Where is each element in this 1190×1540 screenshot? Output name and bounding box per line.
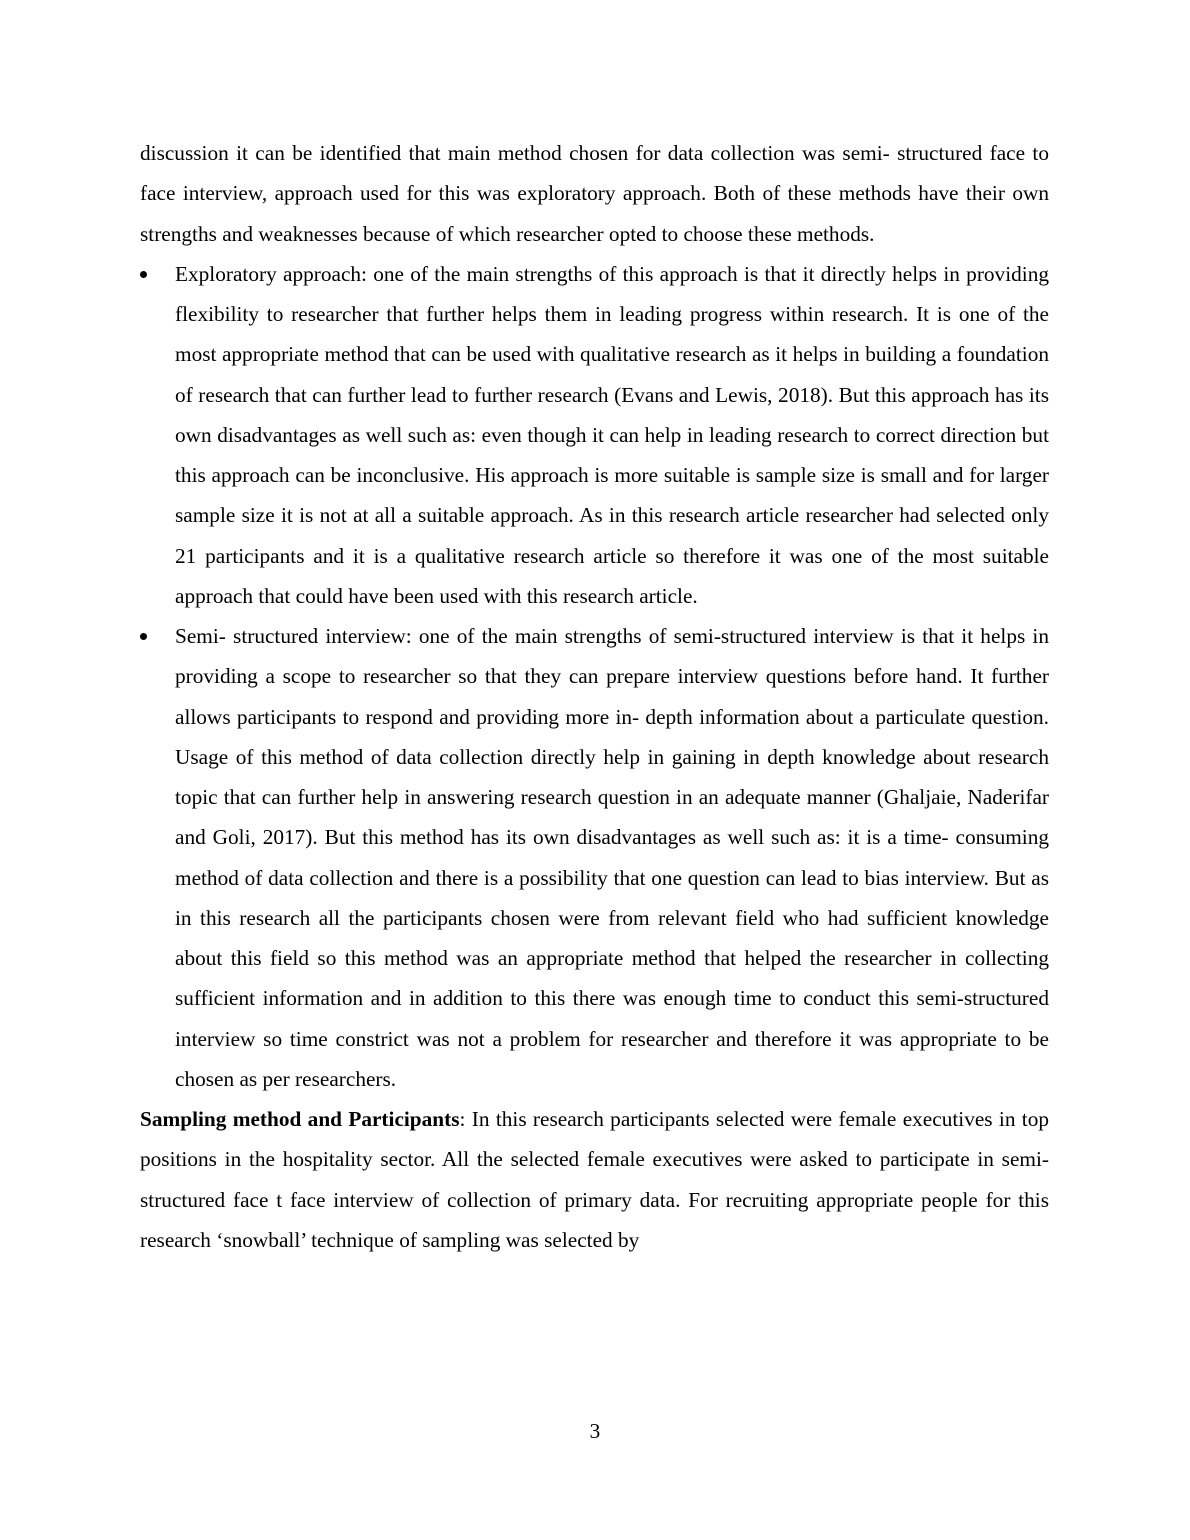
- sampling-separator: :: [459, 1107, 472, 1131]
- bullet-dot-icon: [140, 633, 147, 640]
- methods-bullet-list: [140, 254, 1049, 1099]
- sampling-heading: Sampling method and Participants: [140, 1107, 460, 1131]
- intro-paragraph: discussion it can be identified that main method chosen for data collection was semi- structured face to face interview, approach used for this was exploratory approach. Both of these methods have their own strengths and weaknesses because of which researcher opted to choose these methods.: [140, 141, 1049, 246]
- bullet-dot-icon: [140, 271, 147, 278]
- list-item-text: Exploratory approach: one of the main strengths of this approach is that it directly helps in providing flexibility to researcher that further helps them in leading progress within research. It is one of the most appropriate method that can be used with qualitative research as it helps in building a foundation of research that can further lead to further research (Evans and Lewis, 2018). But this approach has its own disadvantages as well such as: even though it can help in leading research to correct direction but this approach can be inconclusive. His approach is more suitable is sample size is small and for larger sample size it is not at all a suitable approach. As in this research article researcher had selected only 21 participants and it is a qualitative research article so therefore it was one of the most suitable approach that could have been used with this research article.: [175, 261, 1049, 608]
- list-item-exploratory-approach: [140, 254, 1049, 616]
- sampling-paragraph: [140, 1099, 1049, 1260]
- list-item-semi-structured-interview: [140, 616, 1049, 1099]
- sampling-text: In this research participants selected were female executives in top positions in the hospitality sector. All the selected female executives were asked to participate in semi-structured face t face interview of collection of primary data. For recruiting appropriate people for this research ‘snowball’ technique of sampling was selected by: [140, 1107, 1049, 1252]
- document-page: [140, 133, 1049, 1260]
- page-number: 3: [589, 1419, 601, 1443]
- list-item-text: Semi- structured interview: one of the main strengths of semi-structured interview is that it helps in providing a scope to researcher so that they can prepare interview questions before hand. It further allows participants to respond and providing more in- depth information about a particulate question. Usage of this method of data collection directly help in gaining in depth knowledge about research topic that can further help in answering research question in an adequate manner (Ghaljaie, Naderifar and Goli, 2017). But this method has its own disadvantages as well such as: it is a time- consuming method of data collection and there is a possibility that one question can lead to bias interview. But as in this research all the participants chosen were from relevant field who had sufficient knowledge about this field so this method was an appropriate method that helped the researcher in collecting sufficient information and in addition to this there was enough time to conduct this semi-structured interview so time constrict was not a problem for researcher and therefore it was appropriate to be chosen as per researchers.: [175, 624, 1049, 1091]
